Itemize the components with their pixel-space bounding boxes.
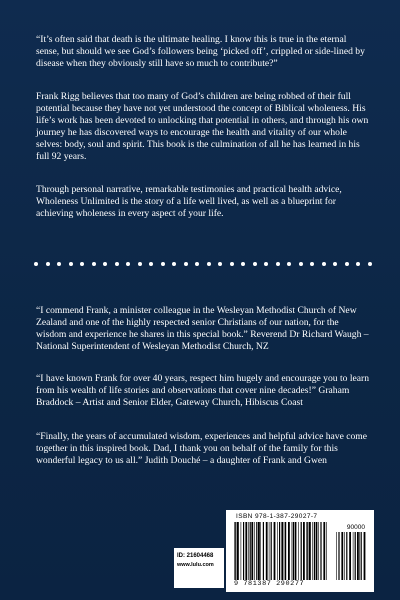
barcode-bar <box>320 522 321 580</box>
printer-id-label <box>174 548 224 588</box>
barcode-bar <box>326 522 327 580</box>
barcode-bar <box>344 532 345 580</box>
barcode-bar <box>346 532 347 580</box>
barcode-bar <box>234 522 235 580</box>
blurb-description: Frank Rigg believes that too many of God’s children are being robbed of their full potential because they have not yet understood the concept of Biblical wholeness. His life’s work has been devoted to unlocking that potential in others, and through his own journey he has discovered ways to encourage the health and vitality of our whole selves: body, soul and spirit. This book is the culmination of all he has learned in his full 92 years. <box>36 91 369 162</box>
barcode-bar <box>279 522 280 580</box>
divider-dot <box>356 262 360 266</box>
endorsement-waugh: “I commend Frank, a minister colleague in the Wesleyan Methodist Church of New Zealand and one of the highly respected senior Christians of our nation, for the wisdom and experience he shares in this special book.” Reverend Dr Richard Waugh – National Superintendent of Wesleyan Methodist Church, NZ <box>36 305 369 352</box>
barcode-bar <box>260 522 261 580</box>
barcode-bar <box>256 522 257 580</box>
ean-digits: 9 781387 290277 <box>234 580 305 588</box>
barcode-bar <box>307 522 308 580</box>
divider-dot <box>161 262 165 266</box>
barcode-bar <box>266 522 268 580</box>
dotted-divider <box>36 262 370 268</box>
barcode-bar <box>357 532 359 580</box>
blurb-summary: Through personal narrative, remarkable testimonies and practical health advice, Wholeness Unlimited is the story of a life well lived, as well as a blueprint for achieving wholeness in every aspect of your life. <box>36 184 342 219</box>
barcode-bar <box>336 532 337 580</box>
barcode-bar <box>306 522 307 580</box>
divider-dot <box>46 262 50 266</box>
barcode-bar <box>309 522 311 580</box>
isbn-number: ISBN 978-1-387-29027-7 <box>236 513 318 520</box>
endorsement-douche: “Finally, the years of accumulated wisdom, experiences and helpful advice have come together in this inspired book. Dad, I thank you on behalf of the family for this wonderful legacy to us all.” Judith Douché – a daughter of Frank and Gwen <box>36 431 368 466</box>
barcode-bar <box>258 522 260 580</box>
barcode-bar <box>274 522 276 580</box>
isbn-barcode <box>226 510 374 592</box>
divider-dot <box>115 262 119 266</box>
barcode-bar <box>245 522 247 580</box>
blurb-opening-quote: “It’s often said that death is the ultimate healing. I know this is true in the eternal sense, but should we see God’s followers being ‘picked off’, crippled or side-lined by disease when they obviously still have so much to contribute?” <box>36 34 365 69</box>
divider-dot <box>345 262 349 266</box>
barcode-bar <box>359 532 360 580</box>
barcode-bar <box>303 522 305 580</box>
divider-dot <box>264 262 268 266</box>
barcode-bar <box>292 522 293 580</box>
divider-dot <box>149 262 153 266</box>
printer-id: ID: 21604468 <box>177 553 214 559</box>
divider-dot <box>92 262 96 266</box>
barcode-bar <box>316 522 318 580</box>
barcode-addon-bars <box>336 532 366 580</box>
barcode-bar <box>318 522 319 580</box>
divider-dot <box>322 262 326 266</box>
divider-dot <box>69 262 73 266</box>
barcode-bar <box>251 522 253 580</box>
barcode-bar <box>323 522 325 580</box>
barcode-bar <box>271 522 272 580</box>
barcode-bar <box>281 522 283 580</box>
barcode-bar <box>341 532 343 580</box>
barcode-bar <box>312 522 313 580</box>
barcode-bar <box>338 532 339 580</box>
barcode-bar <box>235 522 236 580</box>
barcode-bar <box>248 522 249 580</box>
divider-dot <box>126 262 130 266</box>
divider-dot <box>287 262 291 266</box>
barcode-bar <box>241 522 242 580</box>
barcode-bar <box>269 522 270 580</box>
barcode-bar <box>295 522 297 580</box>
divider-dot <box>241 262 245 266</box>
barcode-bar <box>298 522 299 580</box>
endorsement-braddock: “I have known Frank for over 40 years, respect him hugely and encourage you to learn from his wealth of life stories and observations that cover nine decades!” Graham Braddock – Artist and Senior Elder, Gateway Church, Hibiscus Coast <box>36 373 369 408</box>
divider-dot <box>103 262 107 266</box>
divider-dot <box>230 262 234 266</box>
divider-dot <box>299 262 303 266</box>
divider-dot <box>368 262 372 266</box>
barcode-main-bars <box>234 522 328 580</box>
barcode-bar <box>277 522 278 580</box>
divider-dot <box>184 262 188 266</box>
barcode-bar <box>237 522 239 580</box>
divider-dot <box>310 262 314 266</box>
divider-dot <box>138 262 142 266</box>
divider-dot <box>195 262 199 266</box>
barcode-bar <box>301 522 302 580</box>
divider-dot <box>34 262 38 266</box>
divider-dot <box>57 262 61 266</box>
divider-dot <box>253 262 257 266</box>
barcode-bar <box>288 522 290 580</box>
barcode-bar <box>349 532 351 580</box>
barcode-bar <box>293 522 294 580</box>
printer-url: www.lulu.com <box>177 562 214 568</box>
barcode-bar <box>361 532 362 580</box>
divider-dot <box>172 262 176 266</box>
barcode-bar <box>254 522 255 580</box>
divider-dot <box>276 262 280 266</box>
divider-dot <box>333 262 337 266</box>
divider-dot <box>80 262 84 266</box>
barcode-bar <box>263 522 264 580</box>
barcode-bar <box>285 522 286 580</box>
price-code: 90000 <box>346 524 365 531</box>
barcode-bar <box>284 522 285 580</box>
barcode-bar <box>355 532 356 580</box>
barcode-bar <box>314 522 315 580</box>
barcode-bar <box>364 532 366 580</box>
barcode-bar <box>353 532 354 580</box>
barcode-bar <box>250 522 251 580</box>
divider-dot <box>207 262 211 266</box>
divider-dot <box>218 262 222 266</box>
barcode-bar <box>243 522 244 580</box>
